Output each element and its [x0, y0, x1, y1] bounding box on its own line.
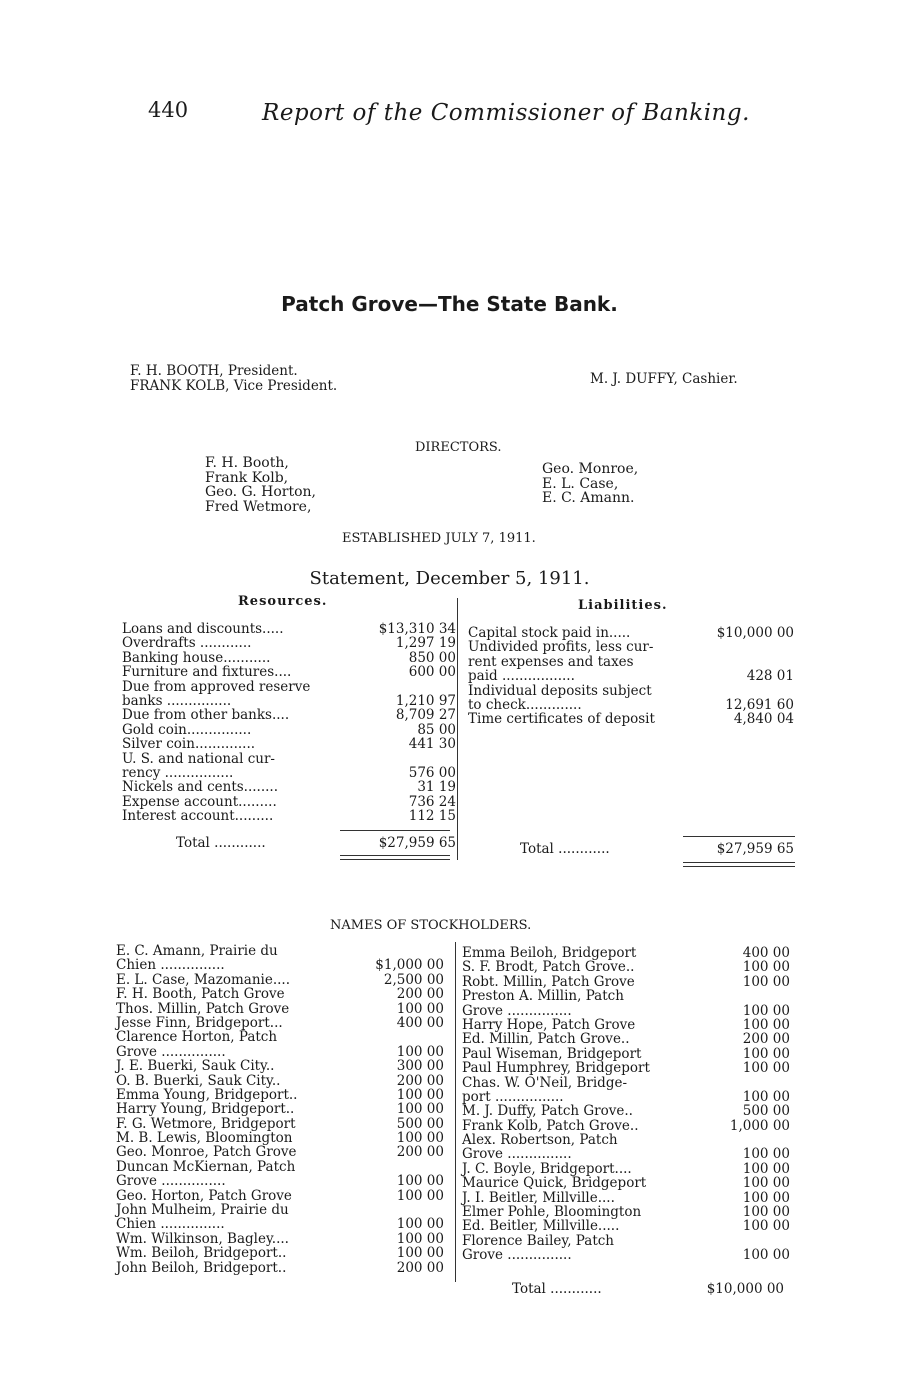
stockholder-row-amount: 200 00 — [396, 1259, 444, 1276]
resource-row-label: Nickels and cents........ — [122, 779, 279, 796]
stockholder-row-label: Chien ............... — [116, 957, 225, 974]
stockholder-row-label: Duncan McKiernan, Patch — [116, 1158, 296, 1175]
stockholder-row — [462, 1119, 790, 1133]
stockholder-row-amount: 100 00 — [742, 1060, 790, 1077]
stockholder-row-amount: $1,000 00 — [375, 957, 444, 974]
director-name: Frank Kolb, — [205, 469, 289, 486]
stockholder-row — [462, 1133, 790, 1147]
stockholder-row — [116, 1232, 444, 1246]
stockholder-row-label: John Mulheim, Prairie du — [116, 1202, 289, 1219]
stockholder-row-label: Grove ............... — [462, 1002, 572, 1019]
stockholder-row — [462, 989, 790, 1003]
stockholder-row-amount: 100 00 — [742, 1160, 790, 1177]
page-number: 440 — [148, 98, 189, 122]
resource-row — [122, 665, 456, 679]
stockholder-row — [116, 1088, 444, 1102]
resource-row-label: banks ............... — [122, 692, 232, 709]
stockholder-row-label: Harry Young, Bridgeport.. — [116, 1101, 295, 1118]
stockholder-row-label: Alex. Robertson, Patch — [462, 1132, 618, 1149]
directors-right-list — [542, 462, 638, 506]
stockholder-row-amount: 100 00 — [742, 959, 790, 976]
resource-row-amount: 8,709 27 — [395, 707, 456, 724]
stockholder-row-label: F. H. Booth, Patch Grove — [116, 986, 285, 1003]
resource-row-label: Overdrafts ............ — [122, 635, 252, 652]
resource-row-label: Banking house........... — [122, 649, 271, 666]
liability-row-label: Capital stock paid in..... — [468, 625, 631, 641]
resource-row-label: Expense account......... — [122, 793, 277, 810]
stockholder-row-amount: 100 00 — [742, 1146, 790, 1163]
stockholder-row-label: Maurice Quick, Bridgeport — [462, 1175, 647, 1192]
resource-row-label: Loans and discounts..... — [122, 621, 284, 637]
resources-total-label: Total ............ — [176, 835, 266, 851]
resources-total-row — [176, 836, 456, 852]
stockholder-row-amount: 100 00 — [742, 1016, 790, 1033]
stockholder-row-label: F. G. Wetmore, Bridgeport — [116, 1115, 296, 1132]
stockholder-row — [462, 1090, 790, 1104]
stockholder-row-amount: 100 00 — [396, 1101, 444, 1118]
stockholder-row-amount: 2,500 00 — [383, 971, 444, 988]
stockholder-row-amount: 100 00 — [742, 1189, 790, 1206]
stockholder-row — [116, 987, 444, 1001]
liabilities-double-rule-1 — [683, 862, 795, 863]
stockholder-row-amount: 400 00 — [396, 1014, 444, 1031]
stockholder-row — [116, 1074, 444, 1088]
resource-row — [122, 752, 456, 766]
stockholder-row-amount: 400 00 — [742, 945, 790, 961]
stockholder-row — [462, 1176, 790, 1190]
resource-row — [122, 809, 456, 823]
resource-row-amount: 600 00 — [408, 664, 456, 681]
stockholder-row — [462, 1004, 790, 1018]
stockholder-row — [462, 946, 790, 960]
stockholder-row-label: E. L. Case, Mazomanie.... — [116, 971, 290, 988]
stockholder-row-label: J. I. Beitler, Millville.... — [462, 1189, 615, 1206]
stockholder-row-amount: 100 00 — [742, 1002, 790, 1019]
stockholder-row-label: port ................ — [462, 1088, 564, 1105]
stockholders-right-table — [462, 946, 790, 1263]
stockholders-heading: NAMES OF STOCKHOLDERS. — [330, 918, 532, 933]
stockholder-row-label: Ed. Beitler, Millville..... — [462, 1218, 620, 1235]
officers-left — [130, 364, 337, 394]
stockholder-row-amount: 500 00 — [396, 1115, 444, 1132]
stockholder-row — [116, 1002, 444, 1016]
resource-row — [122, 636, 456, 650]
stockholder-row — [116, 944, 444, 958]
liability-row-label: Individual deposits subject — [468, 682, 652, 699]
liability-row — [468, 698, 794, 712]
resources-total-rule — [340, 830, 450, 831]
stockholder-row-label: Geo. Horton, Patch Grove — [116, 1187, 292, 1204]
stockholder-row-amount: 100 00 — [742, 1175, 790, 1192]
stockholder-row-amount: 100 00 — [742, 1218, 790, 1235]
stockholder-row-label: O. B. Buerki, Sauk City.. — [116, 1072, 281, 1089]
stockholder-row-label: Frank Kolb, Patch Grove.. — [462, 1117, 639, 1134]
liabilities-table — [468, 626, 794, 727]
stockholder-row-amount: 200 00 — [396, 1144, 444, 1161]
stockholder-row-amount: 500 00 — [742, 1103, 790, 1120]
stockholders-left-table — [116, 944, 444, 1275]
stockholder-row-label: Emma Young, Bridgeport.. — [116, 1086, 298, 1103]
resource-row-label: Due from other banks.... — [122, 707, 290, 724]
stockholder-row — [462, 1104, 790, 1118]
resource-row — [122, 622, 456, 636]
resource-row-label: Gold coin............... — [122, 721, 252, 738]
stockholder-row — [116, 1203, 444, 1217]
stockholder-row-label: Robt. Millin, Patch Grove — [462, 973, 635, 990]
stockholder-row — [462, 1205, 790, 1219]
resource-row-amount: 441 30 — [408, 736, 456, 753]
stockholder-row-amount: 100 00 — [396, 1230, 444, 1247]
stockholder-row — [116, 1160, 444, 1174]
liability-row — [468, 626, 794, 640]
liabilities-total-rule — [683, 836, 795, 837]
stockholder-row — [462, 1248, 790, 1262]
stockholder-row-amount: 100 00 — [396, 1000, 444, 1017]
stockholder-row-label: Florence Bailey, Patch — [462, 1232, 615, 1249]
stockholder-row-label: Thos. Millin, Patch Grove — [116, 1000, 290, 1017]
stockholder-row-label: E. C. Amann, Prairie du — [116, 943, 278, 959]
bank-title: Patch Grove—The State Bank. — [281, 292, 618, 316]
stockholder-row — [116, 973, 444, 987]
stockholder-row-label: Chas. W. O'Neil, Bridge- — [462, 1074, 628, 1091]
stockholder-row-label: Grove ............... — [462, 1146, 572, 1163]
stockholder-row-amount: 200 00 — [396, 986, 444, 1003]
liability-row — [468, 712, 794, 726]
stockholder-row — [116, 1189, 444, 1203]
stockholder-row-label: Emma Beiloh, Bridgeport — [462, 945, 637, 961]
resource-row — [122, 694, 456, 708]
resource-row-amount: 576 00 — [408, 764, 456, 781]
stockholder-row — [462, 975, 790, 989]
stockholder-row-label: Chien ............... — [116, 1216, 225, 1233]
stockholder-row-amount: 100 00 — [396, 1187, 444, 1204]
directors-left-list — [205, 456, 316, 514]
liability-row — [468, 684, 794, 698]
statement-title: Statement, December 5, 1911. — [309, 568, 590, 589]
stockholder-row-label: Paul Humphrey, Bridgeport — [462, 1060, 650, 1077]
stockholder-row — [462, 1162, 790, 1176]
stockholder-row — [462, 1047, 790, 1061]
stockholder-row-amount: 1,000 00 — [729, 1117, 790, 1134]
resources-double-rule-2 — [340, 859, 450, 860]
stockholder-row-label: Harry Hope, Patch Grove — [462, 1016, 636, 1033]
resources-total-amount: $27,959 65 — [378, 835, 456, 851]
liabilities-heading: Liabilities. — [578, 598, 668, 613]
resource-row-label: Interest account......... — [122, 808, 274, 825]
resource-row-label: Due from approved reserve — [122, 678, 311, 695]
resource-row-amount: 736 24 — [408, 793, 456, 810]
stockholders-total-amount: $10,000 00 — [706, 1281, 784, 1297]
resource-row-label: Silver coin.............. — [122, 736, 256, 753]
liability-row — [468, 640, 794, 654]
resource-row-amount: 112 15 — [408, 808, 456, 825]
resource-row-amount: 31 19 — [417, 779, 456, 796]
resource-row — [122, 737, 456, 751]
stockholder-row-label: Wm. Beiloh, Bridgeport.. — [116, 1245, 287, 1262]
resource-row-amount: $13,310 34 — [378, 621, 456, 637]
stockholder-row — [116, 958, 444, 972]
stockholder-row-label: Grove ............... — [462, 1247, 572, 1264]
resources-table — [122, 622, 456, 823]
director-name: E. L. Case, — [542, 475, 619, 492]
stockholder-row-amount: 300 00 — [396, 1058, 444, 1075]
stockholder-row-label: Paul Wiseman, Bridgeport — [462, 1045, 642, 1062]
stockholder-row-amount: 100 00 — [396, 1086, 444, 1103]
stockholder-row — [116, 1016, 444, 1030]
stockholders-total-label: Total ............ — [512, 1281, 602, 1297]
director-name: Fred Wetmore, — [205, 498, 312, 515]
stockholder-row-label: Geo. Monroe, Patch Grove — [116, 1144, 297, 1161]
stockholder-row-label: J. E. Buerki, Sauk City.. — [116, 1058, 275, 1075]
cashier-line: M. J. DUFFY, Cashier. — [590, 371, 738, 387]
stockholder-row-amount: 100 00 — [396, 1216, 444, 1233]
stockholders-divider — [455, 942, 456, 1282]
liability-row-amount: 12,691 60 — [725, 696, 794, 713]
resource-row-label: rency ................ — [122, 764, 234, 781]
liability-row-label: Time certificates of deposit — [468, 711, 655, 728]
stockholder-row-amount: 100 00 — [742, 1088, 790, 1105]
liabilities-total-row — [520, 842, 794, 858]
stockholder-row-label: Elmer Pohle, Bloomington — [462, 1204, 642, 1221]
stockholder-row — [462, 1234, 790, 1248]
running-head: Report of the Commissioner of Banking. — [262, 100, 750, 126]
stockholder-row — [116, 1030, 444, 1044]
stockholder-row — [462, 1191, 790, 1205]
stockholder-row — [116, 1045, 444, 1059]
stockholder-row — [116, 1174, 444, 1188]
resource-row — [122, 723, 456, 737]
liability-row-label: paid ................. — [468, 668, 575, 685]
stockholder-row-amount: 100 00 — [742, 973, 790, 990]
stockholders-total-row — [512, 1282, 784, 1298]
resource-row — [122, 708, 456, 722]
stockholder-row-label: Ed. Millin, Patch Grove.. — [462, 1031, 630, 1048]
liability-row — [468, 655, 794, 669]
stockholder-row — [462, 1032, 790, 1046]
established-line: ESTABLISHED JULY 7, 1911. — [342, 531, 536, 546]
resource-row-amount: 850 00 — [408, 649, 456, 666]
director-name: Geo. G. Horton, — [205, 484, 316, 500]
stockholder-row — [462, 1018, 790, 1032]
stockholder-row-label: Clarence Horton, Patch — [116, 1029, 278, 1046]
liabilities-double-rule-2 — [683, 866, 795, 867]
resource-row — [122, 680, 456, 694]
director-name: E. C. Amann. — [542, 490, 635, 506]
stockholder-row — [116, 1261, 444, 1275]
stockholder-row — [116, 1131, 444, 1145]
directors-heading: DIRECTORS. — [415, 440, 502, 455]
stockholder-row-amount: 100 00 — [396, 1245, 444, 1262]
director-name: F. H. Booth, — [205, 455, 289, 471]
resources-heading: Resources. — [238, 594, 328, 609]
stockholder-row — [462, 1219, 790, 1233]
stockholder-row — [462, 1147, 790, 1161]
stockholder-row-label: Wm. Wilkinson, Bagley.... — [116, 1230, 289, 1247]
stockholder-row — [116, 1102, 444, 1116]
stockholder-row-amount: 100 00 — [396, 1043, 444, 1060]
stockholder-row-label: Jesse Finn, Bridgeport... — [116, 1014, 283, 1031]
stockholder-row — [116, 1217, 444, 1231]
resource-row-amount: 85 00 — [417, 721, 456, 738]
liability-row — [468, 669, 794, 683]
resource-row-amount: 1,210 97 — [395, 692, 456, 709]
column-divider — [457, 598, 458, 860]
stockholder-row — [116, 1117, 444, 1131]
director-name: Geo. Monroe, — [542, 461, 639, 477]
liability-row-label: rent expenses and taxes — [468, 653, 634, 670]
resources-double-rule-1 — [340, 855, 450, 856]
resource-row-label: Furniture and fixtures.... — [122, 664, 292, 681]
stockholder-row-label: M. B. Lewis, Bloomington — [116, 1130, 293, 1147]
stockholder-row-label: M. J. Duffy, Patch Grove.. — [462, 1103, 633, 1120]
stockholder-row-label: John Beiloh, Bridgeport.. — [116, 1259, 287, 1276]
liability-row-amount: 4,840 04 — [733, 711, 794, 728]
stockholder-row-label: Grove ............... — [116, 1173, 226, 1190]
liability-row-label: to check............. — [468, 696, 582, 713]
liability-row-label: Undivided profits, less cur- — [468, 639, 654, 656]
stockholder-row-amount: 100 00 — [396, 1130, 444, 1147]
stockholder-row — [462, 1061, 790, 1075]
president-line: F. H. BOOTH, President. — [130, 363, 298, 379]
resource-row — [122, 766, 456, 780]
stockholder-row-amount: 100 00 — [742, 1045, 790, 1062]
resource-row — [122, 651, 456, 665]
stockholder-row — [116, 1246, 444, 1260]
stockholder-row-amount: 200 00 — [396, 1072, 444, 1089]
resource-row — [122, 780, 456, 794]
stockholder-row-amount: 100 00 — [396, 1173, 444, 1190]
stockholder-row — [116, 1145, 444, 1159]
vice-president-line: FRANK KOLB, Vice President. — [130, 378, 338, 394]
resource-row-label: U. S. and national cur- — [122, 750, 275, 767]
stockholder-row-label: J. C. Boyle, Bridgeport.... — [462, 1160, 632, 1177]
liability-row-amount: 428 01 — [746, 668, 794, 685]
resource-row-amount: 1,297 19 — [395, 635, 456, 652]
liability-row-amount: $10,000 00 — [716, 625, 794, 641]
stockholder-row-amount: 100 00 — [742, 1204, 790, 1221]
resource-row — [122, 795, 456, 809]
stockholder-row-label: Preston A. Millin, Patch — [462, 988, 624, 1005]
liabilities-total-label: Total ............ — [520, 841, 610, 857]
stockholder-row-amount: 100 00 — [742, 1247, 790, 1264]
stockholder-row — [462, 960, 790, 974]
liabilities-total-amount: $27,959 65 — [716, 841, 794, 857]
stockholder-row — [462, 1076, 790, 1090]
stockholder-row — [116, 1059, 444, 1073]
stockholder-row-label: Grove ............... — [116, 1043, 226, 1060]
stockholder-row-label: S. F. Brodt, Patch Grove.. — [462, 959, 635, 976]
stockholder-row-amount: 200 00 — [742, 1031, 790, 1048]
